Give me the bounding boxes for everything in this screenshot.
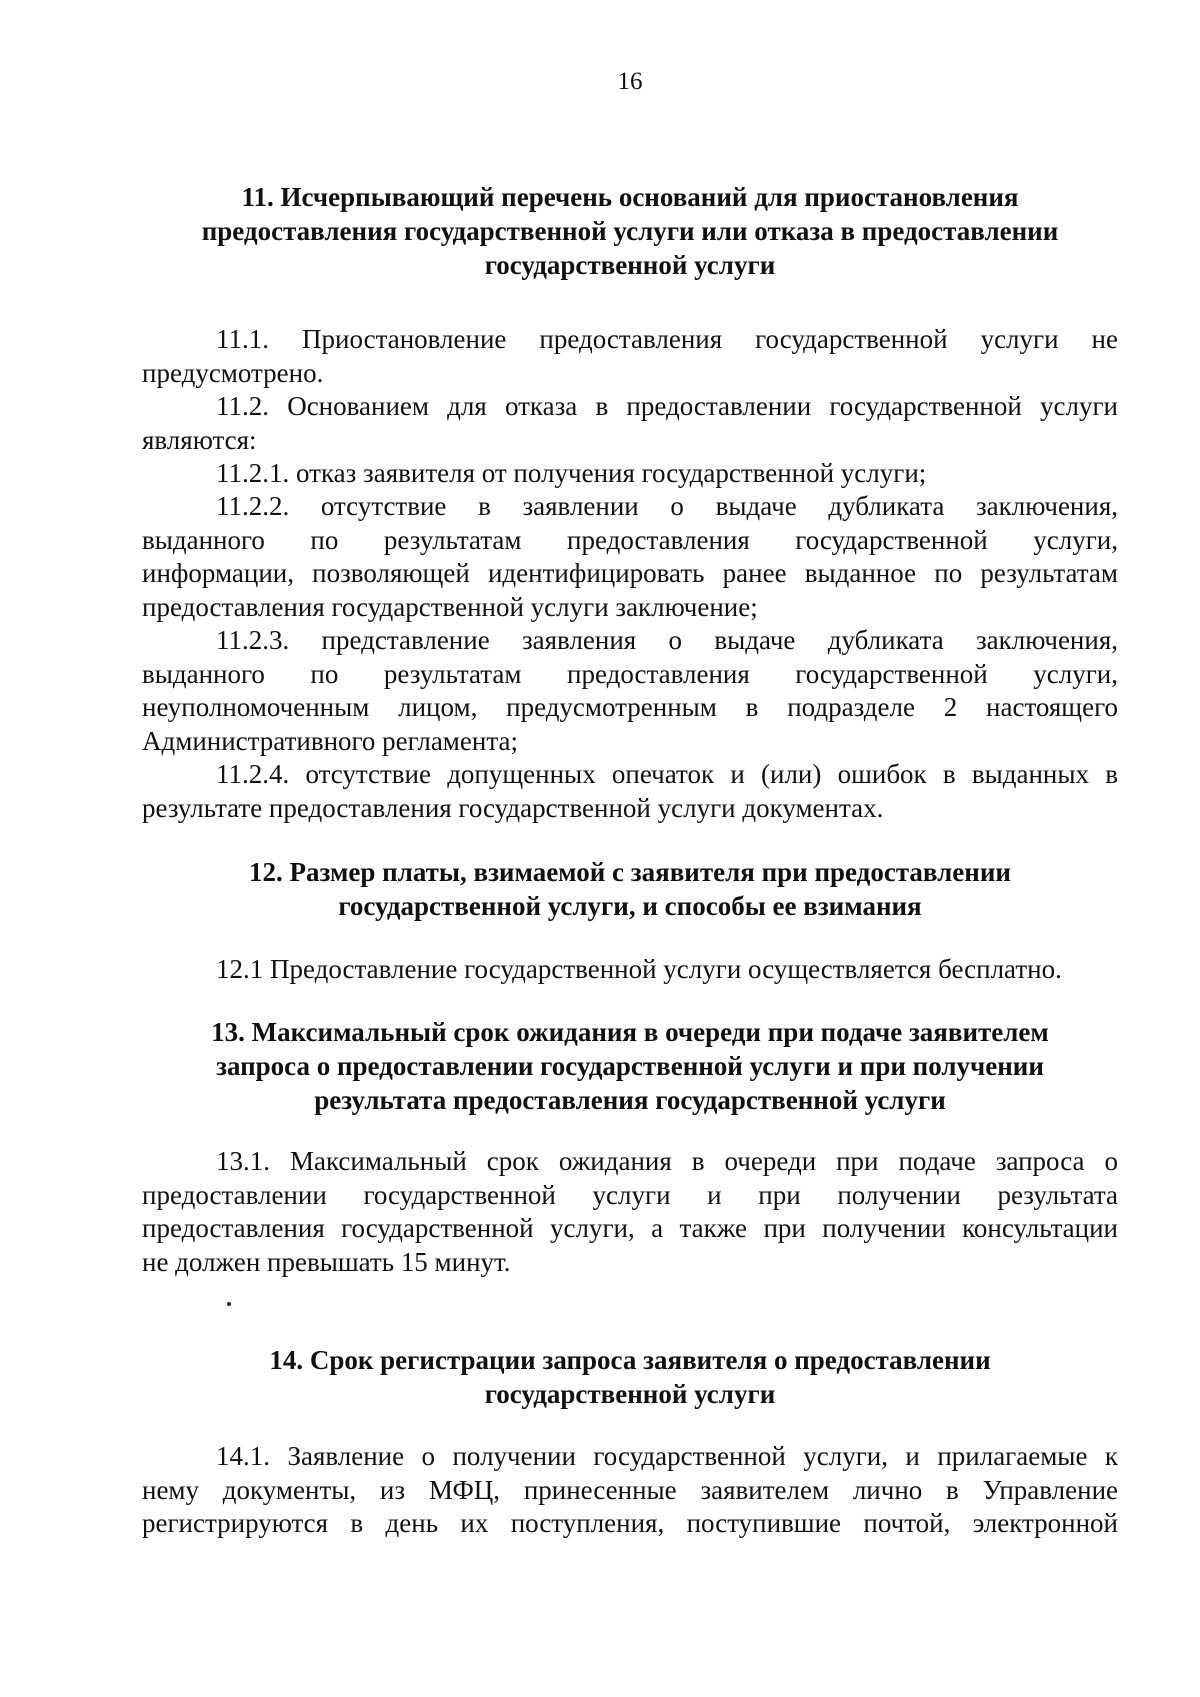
text-line: не должен превышать 15 минут. <box>142 1246 511 1277</box>
paragraph-14-1 <box>142 1440 1118 1541</box>
text-line: 14.1. Заявление о получении государственной услуги, и прилагаемые к <box>216 1441 1118 1471</box>
text-line: выданного по результатам предоставления государственной услуги, <box>142 524 1118 555</box>
heading-line: предоставления государственной услуги или отказа в предоставлении <box>201 216 1059 246</box>
text-line: выданного по результатам предоставления государственной услуги, <box>142 658 1118 689</box>
paragraph-12-1 <box>142 953 1118 987</box>
paragraph-11-2-1 <box>142 457 1118 491</box>
heading-line: запроса о предоставлении государственной услуги и при получении <box>216 1051 1044 1081</box>
text-line: нему документы, из МФЦ, принесенные заявителем лично в Управление <box>142 1474 1118 1505</box>
heading-line: 14. Срок регистрации запроса заявителя о предоставлении <box>269 1345 991 1375</box>
text-line: предоставления государственной услуги заключение; <box>142 591 758 622</box>
paragraph-11-2-4 <box>142 758 1118 825</box>
text-line: 12.1 Предоставление государственной услуги осуществляется бесплатно. <box>216 954 1062 984</box>
section-12-heading <box>150 855 1110 923</box>
text-line: 11.2. Основанием для отказа в предоставлении государственной услуги <box>216 391 1118 421</box>
text-line: информации, позволяющей идентифицировать ранее выданное по результатам <box>142 558 1118 588</box>
text-line: предусмотрено. <box>142 357 324 388</box>
paragraph-11-2-3 <box>142 624 1118 758</box>
paragraph-11-1 <box>142 323 1118 390</box>
heading-line: государственной услуги <box>484 250 776 280</box>
text-line: 11.1. Приостановление предоставления государственной услуги не <box>216 324 1118 354</box>
text-line: Административного регламента; <box>142 725 518 756</box>
paragraph-11-2-2 <box>142 490 1118 624</box>
heading-line: 13. Максимальный срок ожидания в очереди при подаче заявителем <box>211 1017 1049 1047</box>
scan-speck <box>227 1302 231 1306</box>
text-line: являются: <box>142 424 257 455</box>
section-14-heading <box>150 1343 1110 1411</box>
heading-line: государственной услуги <box>484 1379 776 1409</box>
heading-line: 12. Размер платы, взимаемой с заявителя при предоставлении <box>249 857 1011 887</box>
paragraph-13-1 <box>142 1145 1118 1279</box>
text-line: регистрируются в день их поступления, поступившие почтой, электронной <box>142 1508 1118 1538</box>
text-line: 11.2.3. представление заявления о выдаче дубликата заключения, <box>216 625 1118 655</box>
text-line: 11.2.2. отсутствие в заявлении о выдаче дубликата заключения, <box>216 491 1118 521</box>
text-line: 11.2.4. отсутствие допущенных опечаток и (или) ошибок в выданных в <box>216 759 1118 789</box>
heading-line: результата предоставления государственной услуги <box>314 1085 946 1115</box>
text-line: 13.1. Максимальный срок ожидания в очереди при подаче запроса о <box>216 1146 1118 1176</box>
text-line: результате предоставления государственной услуги документах. <box>142 792 884 823</box>
text-line: 11.2.1. отказ заявителя от получения государственной услуги; <box>216 458 927 488</box>
section-11-heading <box>150 180 1110 282</box>
page-number: 16 <box>617 68 643 95</box>
heading-line: 11. Исчерпывающий перечень оснований для приостановления <box>241 182 1019 212</box>
section-13-heading <box>150 1015 1110 1117</box>
text-line: неуполномоченным лицом, предусмотренным в подразделе 2 настоящего <box>142 692 1118 722</box>
text-line: предоставлении государственной услуги и при получении результата <box>142 1179 1118 1210</box>
text-line: предоставления государственной услуги, а также при получении консультации <box>142 1213 1118 1243</box>
heading-line: государственной услуги, и способы ее взимания <box>338 891 922 921</box>
paragraph-11-2 <box>142 390 1118 457</box>
